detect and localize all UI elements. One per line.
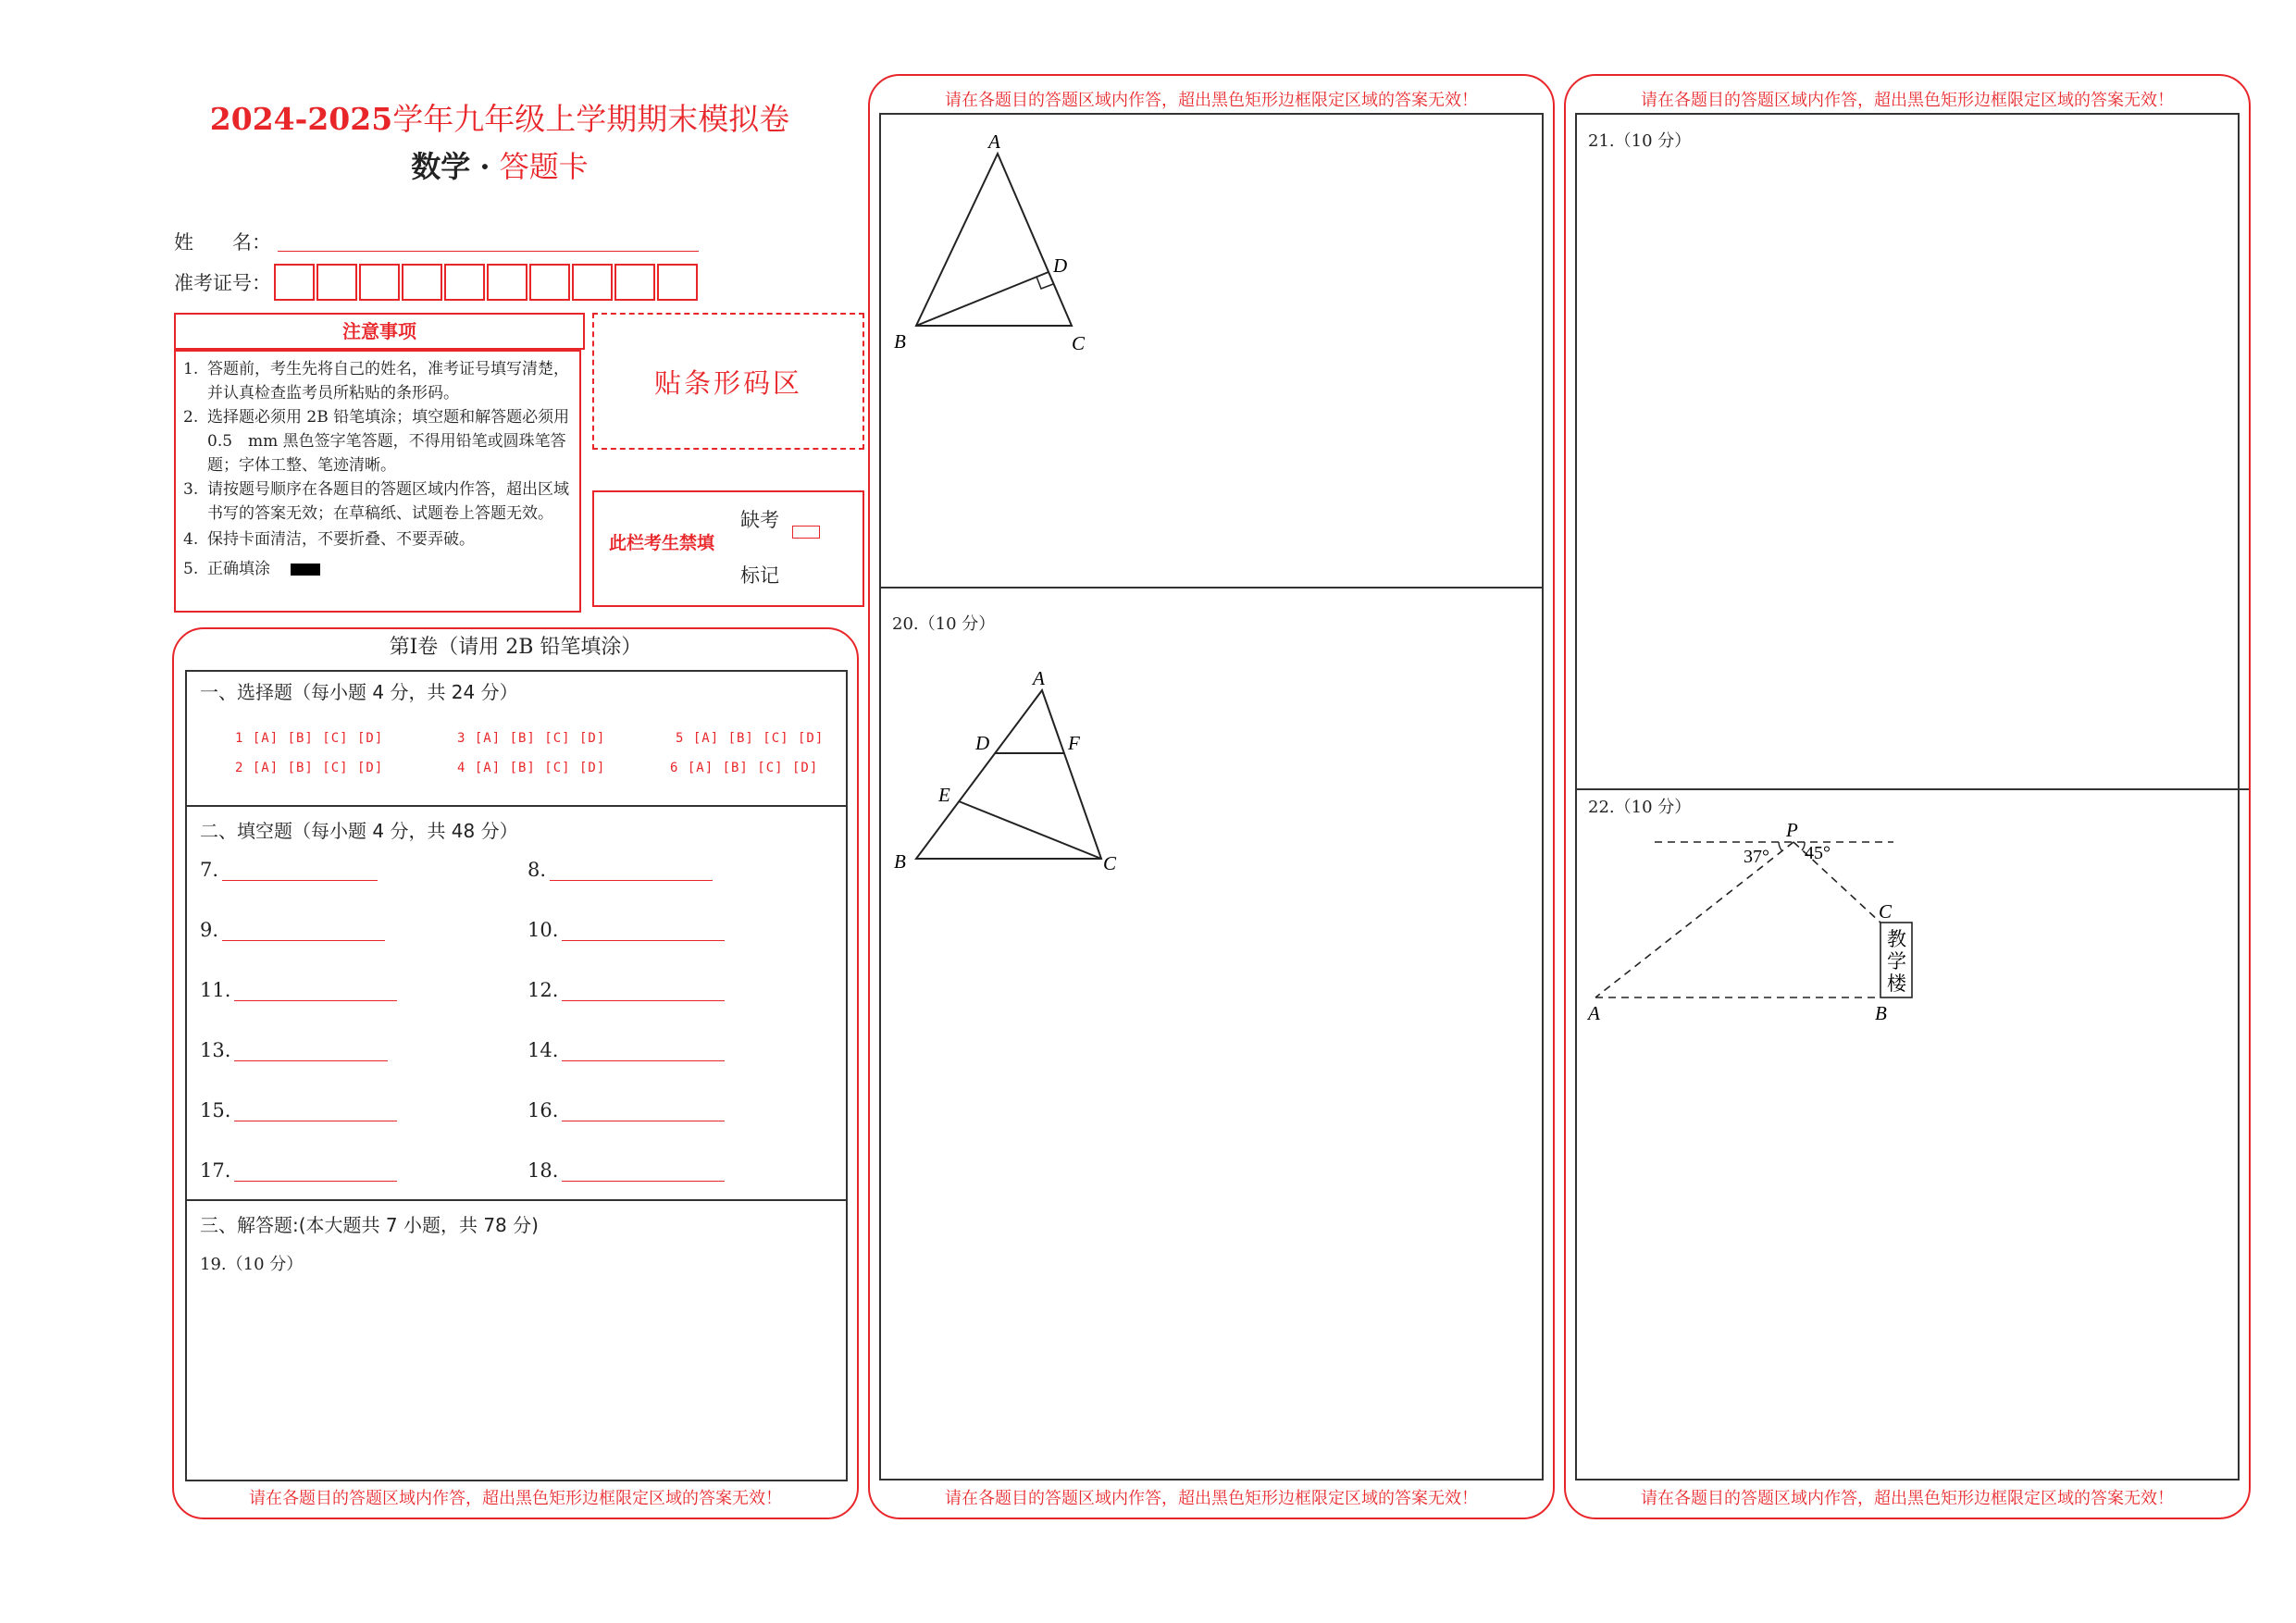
name-underline[interactable] xyxy=(278,251,699,252)
question-19-label: 19.（10 分） xyxy=(200,1255,304,1274)
question-22-label: 22.（10 分） xyxy=(1588,798,1692,817)
id-cell[interactable] xyxy=(316,264,357,301)
fill-item-10[interactable]: 10. xyxy=(527,919,725,941)
angle-45: 45° xyxy=(1805,843,1831,863)
absent-checkbox[interactable] xyxy=(792,526,820,539)
warning-text: 请在各题目的答题区域内作答，超出黑色矩形边框限定区域的答案无效！ xyxy=(1641,1489,2174,1508)
fill-item-17[interactable]: 17. xyxy=(200,1159,397,1182)
fill-item-13[interactable]: 13. xyxy=(200,1039,388,1061)
answer-blank[interactable] xyxy=(234,980,397,1001)
card-subtitle xyxy=(180,143,819,186)
answer-area-21[interactable] xyxy=(1575,113,2240,790)
section-divider xyxy=(185,805,848,807)
name-label: 姓 名： xyxy=(174,231,271,254)
mc-item[interactable]: 4 [A] [B] [C] [D] xyxy=(457,761,606,775)
fill-item-11[interactable]: 11. xyxy=(200,979,397,1001)
mc-item[interactable]: 3 [A] [B] [C] [D] xyxy=(457,731,606,746)
building-char: 楼 xyxy=(1887,973,1906,995)
warning-text: 请在各题目的答题区域内作答，超出黑色矩形边框限定区域的答案无效！ xyxy=(1641,91,2174,110)
label-b: B xyxy=(894,330,906,353)
label-d: D xyxy=(975,732,990,754)
id-cell[interactable] xyxy=(487,264,527,301)
fill-item-9[interactable]: 9. xyxy=(200,919,385,941)
mc-item[interactable]: 2 [A] [B] [C] [D] xyxy=(235,761,384,775)
question-21-label: 21.（10 分） xyxy=(1588,131,1692,151)
mark-label: 标记 xyxy=(740,564,779,587)
answer-blank[interactable] xyxy=(562,1100,725,1121)
fill-item-16[interactable]: 16. xyxy=(527,1099,725,1121)
warning-text: 请在各题目的答题区域内作答，超出黑色矩形边框限定区域的答案无效！ xyxy=(945,91,1478,110)
id-cell[interactable] xyxy=(657,264,698,301)
label-b: B xyxy=(1875,1002,1887,1024)
warning-text: 请在各题目的答题区域内作答，超出黑色矩形边框限定区域的答案无效！ xyxy=(945,1489,1478,1508)
id-cell[interactable] xyxy=(402,264,442,301)
label-b: B xyxy=(894,850,906,873)
barcode-area xyxy=(592,313,864,450)
part1-title: 第Ⅰ卷（请用 2B 铅笔填涂） xyxy=(389,636,642,659)
answer-blank[interactable] xyxy=(222,860,378,881)
solve-section-title: 三、解答题:(本大题共 7 小题，共 78 分) xyxy=(200,1214,539,1236)
label-f: F xyxy=(1068,732,1080,754)
barcode-label: 贴条形码区 xyxy=(653,366,802,399)
segment-ec xyxy=(959,801,1101,859)
label-c: C xyxy=(1103,852,1117,874)
answer-area-19[interactable] xyxy=(194,1277,838,1476)
exam-title xyxy=(180,95,819,139)
note-item: 2. 选择题必须用 2B 铅笔填涂；填空题和解答题必须用 0.5 mm 黑色签字笔答题，不得用铅笔或圆珠笔答题；字体工整、笔迹清晰。 xyxy=(183,408,570,475)
answer-blank[interactable] xyxy=(222,920,385,941)
figure-building xyxy=(1582,814,1934,1036)
question-20-label: 20.（10 分） xyxy=(892,614,996,634)
subtitle-dot: · xyxy=(479,149,490,184)
note-item: 5. 正确填涂 xyxy=(183,557,570,581)
building-char: 学 xyxy=(1887,950,1906,973)
id-cell[interactable] xyxy=(359,264,400,301)
id-cell[interactable] xyxy=(614,264,655,301)
notes-heading: 注意事项 xyxy=(342,320,416,342)
figure-triangle-abd xyxy=(888,126,1111,357)
label-a: A xyxy=(1033,667,1045,689)
subject-label: 数学 xyxy=(411,149,471,184)
note-item: 4. 保持卡面清洁，不要折叠、不要弄破。 xyxy=(183,530,475,549)
filled-sample-mark xyxy=(291,564,320,576)
triangle-abc xyxy=(916,690,1101,859)
id-cell[interactable] xyxy=(444,264,485,301)
forbid-label: 此栏考生禁填 xyxy=(609,533,715,553)
name-field[interactable] xyxy=(174,228,271,255)
figure-triangle-def xyxy=(888,663,1138,885)
answer-blank[interactable] xyxy=(234,1100,397,1121)
fill-item-14[interactable]: 14. xyxy=(527,1039,725,1061)
label-d: D xyxy=(1053,254,1068,277)
fill-item-18[interactable]: 18. xyxy=(527,1159,725,1182)
fill-item-8[interactable]: 8. xyxy=(527,859,713,881)
id-label: 准考证号： xyxy=(174,272,271,294)
label-e: E xyxy=(938,784,950,806)
label-p: P xyxy=(1786,819,1798,841)
answer-blank[interactable] xyxy=(562,920,725,941)
mc-item[interactable]: 5 [A] [B] [C] [D] xyxy=(676,731,825,746)
notes-box xyxy=(174,350,581,613)
title-year: 2024-2025 xyxy=(209,101,393,137)
notes-heading-box xyxy=(174,313,585,350)
warning-text: 请在各题目的答题区域内作答，超出黑色矩形边框限定区域的答案无效！ xyxy=(249,1489,782,1508)
absent-box xyxy=(592,490,864,607)
mc-section-title: 一、选择题（每小题 4 分，共 24 分） xyxy=(200,681,518,703)
section-divider xyxy=(185,1199,848,1201)
note-item: 1. 答题前，考生先将自己的姓名，准考证号填写清楚，并认真检查监考员所粘贴的条形码。 xyxy=(183,360,569,403)
id-boxes[interactable] xyxy=(274,264,700,301)
answer-blank[interactable] xyxy=(234,1040,388,1061)
angle-37: 37° xyxy=(1744,847,1769,867)
fill-item-7[interactable]: 7. xyxy=(200,859,378,881)
mc-item[interactable]: 6 [A] [B] [C] [D] xyxy=(670,761,819,775)
segment-bd xyxy=(916,272,1049,326)
label-c: C xyxy=(1879,900,1893,923)
id-cell[interactable] xyxy=(529,264,570,301)
answer-blank[interactable] xyxy=(234,1160,397,1182)
id-cell[interactable] xyxy=(274,264,315,301)
angle-arc xyxy=(1779,842,1782,851)
answer-blank[interactable] xyxy=(562,980,725,1001)
label-a: A xyxy=(988,130,1000,153)
title-rest: 学年九年级上学期期末模拟卷 xyxy=(392,101,790,137)
mc-item[interactable]: 1 [A] [B] [C] [D] xyxy=(235,731,384,746)
triangle-abc xyxy=(916,154,1072,326)
fill-item-12[interactable]: 12. xyxy=(527,979,725,1001)
label-c: C xyxy=(1072,332,1086,354)
absent-label: 缺考 xyxy=(740,509,779,531)
answer-blank[interactable] xyxy=(550,860,713,881)
note-item: 3. 请按题号顺序在各题目的答题区域内作答，超出区域书写的答案无效；在草稿纸、试题卷上答题无效。 xyxy=(183,480,569,523)
building-char: 教 xyxy=(1887,928,1906,950)
answer-blank[interactable] xyxy=(562,1160,725,1182)
card-label: 答题卡 xyxy=(499,149,589,184)
answer-blank[interactable] xyxy=(562,1040,725,1061)
label-a: A xyxy=(1588,1002,1600,1024)
id-cell[interactable] xyxy=(572,264,613,301)
fill-section-title: 二、填空题（每小题 4 分，共 48 分） xyxy=(200,820,518,842)
fill-item-15[interactable]: 15. xyxy=(200,1099,397,1121)
